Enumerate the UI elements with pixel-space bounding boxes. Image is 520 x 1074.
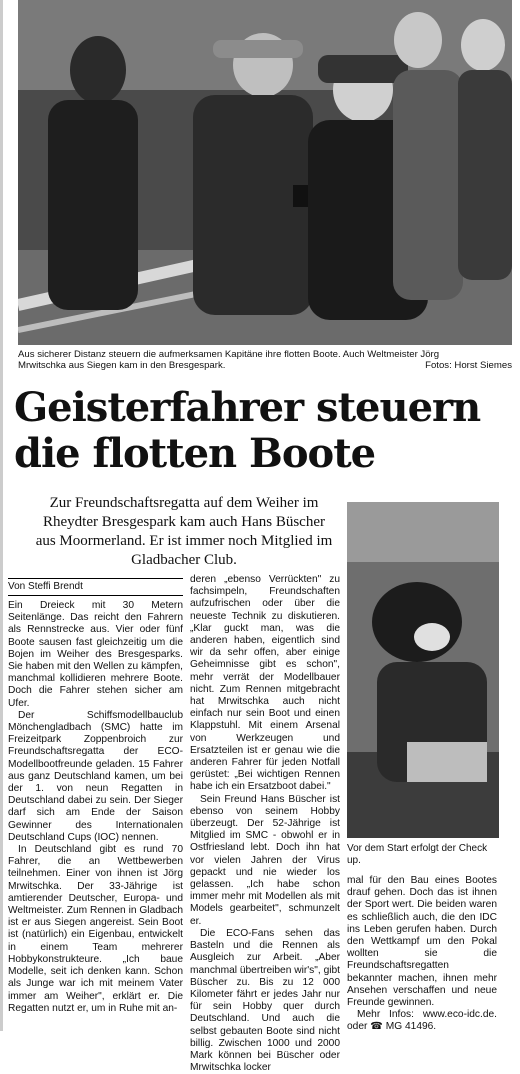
headline-line-1: Geisterfahrer steuern xyxy=(14,384,481,431)
info-line: Mehr Infos: www.eco-idc.de. oder ☎ MG 41496. xyxy=(347,1009,497,1033)
article-column-1 xyxy=(8,600,183,1015)
caption-line-1: Aus sicherer Distanz steuern die aufmerksamen Kapitäne ihre flotten Boote. Auch Weltmeister Jörg xyxy=(18,349,440,360)
caption-line-2: Mrwitschka aus Siegen kam in den Bresgespark. xyxy=(18,360,226,371)
lead-paragraph: Zur Freundschaftsregatta auf dem Weiher im Rheydter Bresgespark kam auch Hans Büscher aus Moormerland. Er ist immer noch Mitglied im Gladbacher Club. xyxy=(35,495,333,568)
paragraph: deren „ebenso Verrückten" zu fachsimpeln, Freundschaften aufzufrischen oder über die neueste Technik zu diskutieren. „Klar guckt man, was die anderen haben, eigentlich sind wir da sehr offen, aber einige Geheimnisse gibt es schon", mehr verrät der Modellbauer nicht. Zum Rennen mitgebracht hat Mrwitschka auch nicht einfach nur sein Boot und einen Klappstuhl. Mit einem Arsenal von Werkzeugen und Ersatzteilen ist er genau wie die anderen Fahrer für jeden Notfall gerüstet: „Bei wichtigen Rennen habe ich ein Ersatzboot dabei." xyxy=(190,574,340,793)
top-photo-caption xyxy=(18,349,512,371)
byline: Von Steffi Brendt xyxy=(8,578,183,596)
photo-credit: Fotos: Horst Siemes xyxy=(425,360,512,371)
paragraph: In Deutschland gibt es rund 70 Fahrer, die an Wettbewerben teilnehmen. Einer von ihnen ist Jörg Mrwitschka. Der 33-Jährige ist amtierender Deutscher, Europa- und Weltmeister. Zum Rennen in Gladbach ist er aus Siegen angereist. Sein Boot ist (natürlich) ein Eigenbau, entwickelt in einem Team mehrerer Hobbykonstrukteure. „Ich baue Modelle, seit ich denken kann. Schon als Junge war ich mit meinem Vater immer am Weiher", erklärt er. Die Regatten nutzt er, um in Ruhe mit an- xyxy=(8,844,183,1014)
paragraph: Der Schiffsmodellbauclub Mönchengladbach (SMC) hatte im Freizeitpark Zoppenbroich zur Freundschaftsregatta der ECO-Modellbootfreunde geladen. 15 Fahrer aus ganz Deutschland kamen, um bei der 1. von neun Regatten in Deutschland dabei zu sein. Der Sieger darf sich am Ende der Saison Gewinner des Internationalen Deutschland Cups (IOC) nennen. xyxy=(8,709,183,843)
check-up-caption: Vor dem Start erfolgt der Check up. xyxy=(347,843,488,866)
paragraph: mal für den Bau eines Bootes drauf gehen. Doch das ist ihnen der Sport wert. Die beiden waren es schließlich auch, die den IDC ins Leben gerufen haben. Durch den Wettkampf um den Pokal wollten sie die Freundschaftsregatten bekannter machen, ihnen mehr Ansehen verschaffen und neue Freunde gewinnen. xyxy=(347,875,497,1009)
article-column-3 xyxy=(347,875,497,1034)
check-up-photo xyxy=(347,502,499,838)
paragraph: Ein Dreieck mit 30 Metern Seitenlänge. Das reicht den Fahrern als Rennstrecke aus. Vier oder fünf Boote sausen fast gleichzeitig um die Bojen im Weiher des Bresgesparks. Sie haben mit den Wellen zu kämpfen, manchmal kollidieren mehrere Boote. Doch die Fahrer stehen sicher am Ufer. xyxy=(8,600,183,709)
regatta-spectators-photo xyxy=(18,0,512,345)
headline-line-2: die flotten Boote xyxy=(14,430,376,477)
headline xyxy=(14,385,514,477)
paragraph: Sein Freund Hans Büscher ist ebenso von seinem Hobby überzeugt. Der 52-Jährige ist Mitglied im SMC - obwohl er in Ostfriesland lebt. Doch ihn hat vor vielen Jahren der Virus gepackt und nie wieder los gelassen. „Ich habe schon immer mehr mit Modellen als mit Models gearbeitet", schmunzelt er. xyxy=(190,793,340,927)
article-column-2 xyxy=(190,574,340,1074)
scan-edge xyxy=(0,0,3,1031)
paragraph: Die ECO-Fans sehen das Basteln und die Rennen als Ausgleich zur Arbeit. „Aber manchmal übertreiben wir's", gibt Büscher zu. Bis zu 12 000 Kilometer fährt er jedes Jahr nur für sein Hobby quer durch Deutschland. Und auch die selbst gebauten Boote sind nicht billig. Zwischen 1000 und 2000 Mark können bei Büscher oder Mrwitschka locker xyxy=(190,927,340,1074)
